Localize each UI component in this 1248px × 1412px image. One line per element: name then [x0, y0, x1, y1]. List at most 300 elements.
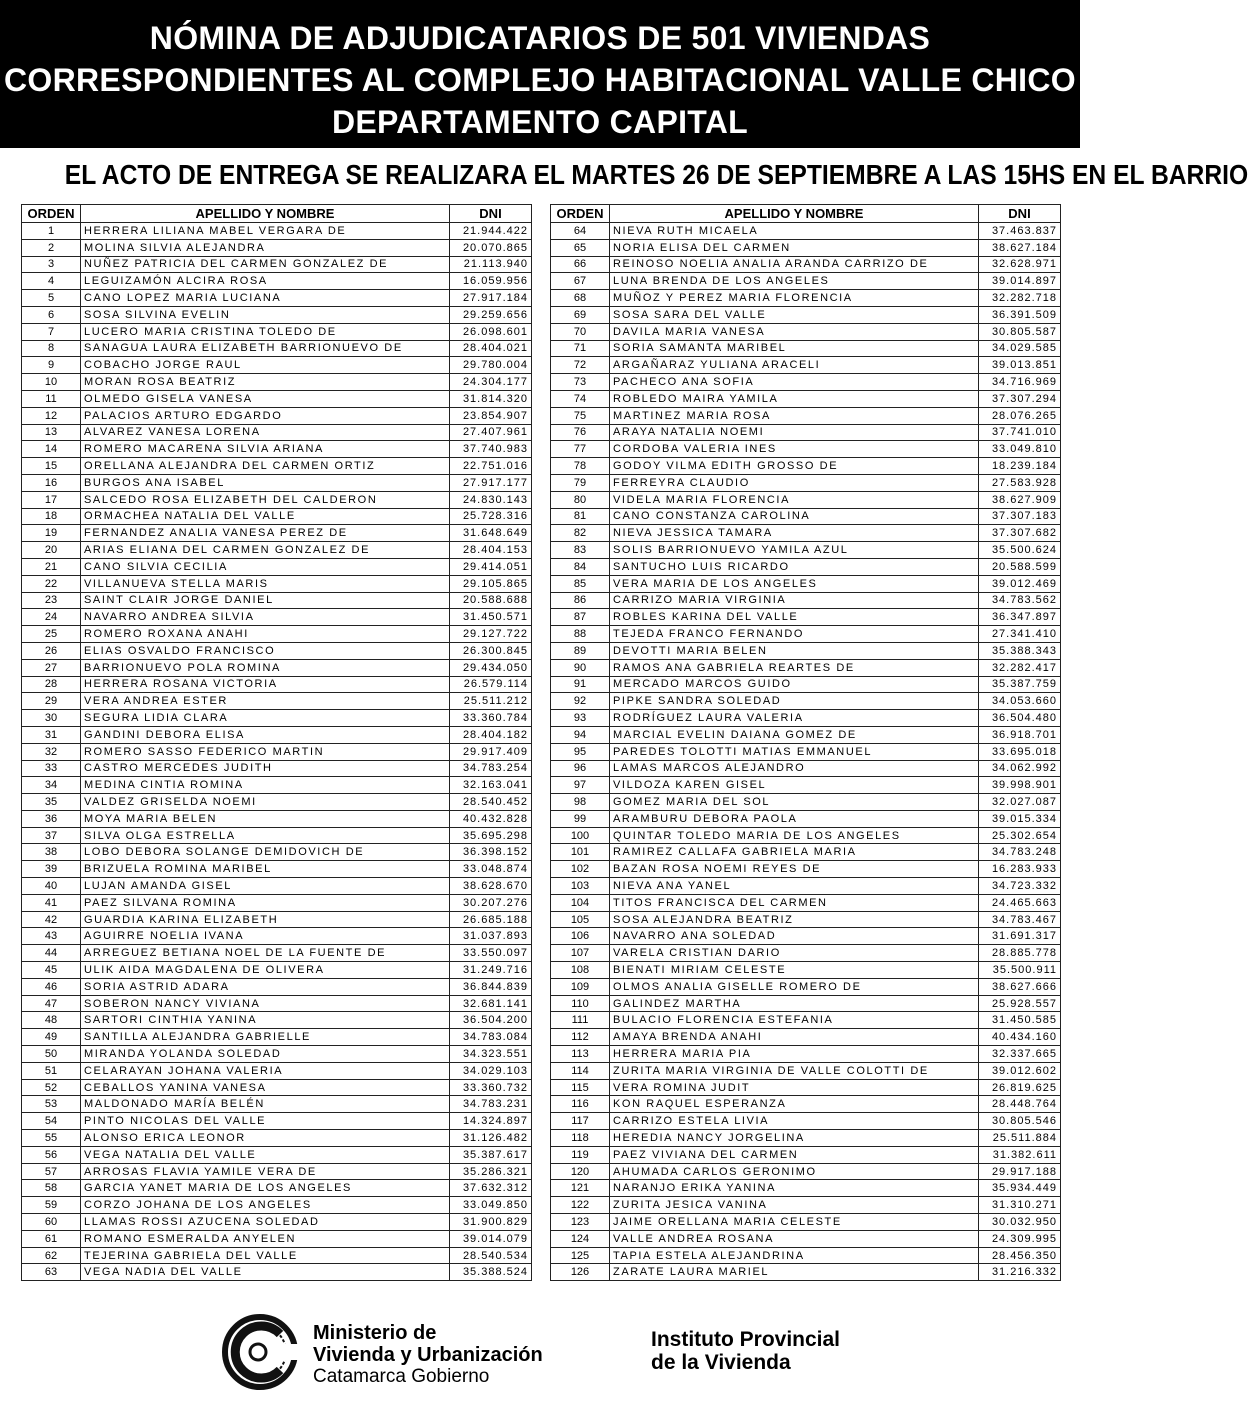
row-dni: 21.113.940 [450, 256, 532, 273]
row-nombre: NAVARRO ANDREA SILVIA [81, 609, 450, 626]
table-row [22, 1079, 532, 1096]
row-nombre: DAVILA MARIA VANESA [610, 323, 979, 340]
row-dni: 33.360.784 [450, 710, 532, 727]
row-nombre: LAMAS MARCOS ALEJANDRO [610, 760, 979, 777]
row-dni: 33.695.018 [979, 743, 1061, 760]
row-nombre: MOLINA SILVIA ALEJANDRA [81, 239, 450, 256]
row-orden: 104 [551, 894, 610, 911]
row-nombre: SEGURA LIDIA CLARA [81, 710, 450, 727]
row-dni: 32.681.141 [450, 995, 532, 1012]
table-row [551, 1180, 1061, 1197]
row-dni: 26.579.114 [450, 676, 532, 693]
table-row [551, 1163, 1061, 1180]
row-dni: 31.814.320 [450, 390, 532, 407]
row-dni: 30.805.546 [979, 1113, 1061, 1130]
row-dni: 34.783.248 [979, 844, 1061, 861]
table-row [551, 256, 1061, 273]
table-row [22, 642, 532, 659]
header-title-line-1: NÓMINA DE ADJUDICATARIOS DE 501 VIVIENDAS [149, 20, 931, 56]
row-dni: 29.127.722 [450, 626, 532, 643]
table-row [551, 390, 1061, 407]
table-row [22, 1113, 532, 1130]
row-orden: 20 [22, 542, 81, 559]
row-dni: 35.388.524 [450, 1264, 532, 1281]
row-nombre: AGUIRRE NOELIA IVANA [81, 928, 450, 945]
table-row [22, 223, 532, 240]
row-dni: 32.282.718 [979, 290, 1061, 307]
table-row [551, 911, 1061, 928]
row-nombre: SOBERON NANCY VIVIANA [81, 995, 450, 1012]
table-row [551, 962, 1061, 979]
row-nombre: CANO LOPEZ MARIA LUCIANA [81, 290, 450, 307]
row-nombre: BULACIO FLORENCIA ESTEFANIA [610, 1012, 979, 1029]
table-row [22, 810, 532, 827]
row-orden: 73 [551, 374, 610, 391]
row-dni: 16.283.933 [979, 861, 1061, 878]
row-dni: 37.741.010 [979, 424, 1061, 441]
table-row [551, 525, 1061, 542]
row-dni: 24.304.177 [450, 374, 532, 391]
table-row [551, 928, 1061, 945]
row-orden: 14 [22, 441, 81, 458]
table-row [22, 911, 532, 928]
table-row [551, 374, 1061, 391]
table-row [22, 760, 532, 777]
row-nombre: MALDONADO MARÍA BELÉN [81, 1096, 450, 1113]
row-orden: 126 [551, 1264, 610, 1281]
row-nombre: FERREYRA CLAUDIO [610, 474, 979, 491]
row-nombre: VEGA NADIA DEL VALLE [81, 1264, 450, 1281]
row-dni: 39.998.901 [979, 777, 1061, 794]
table-row [551, 676, 1061, 693]
row-nombre: ROMANO ESMERALDA ANYELEN [81, 1230, 450, 1247]
table-row [551, 1214, 1061, 1231]
row-orden: 63 [22, 1264, 81, 1281]
row-nombre: QUINTAR TOLEDO MARIA DE LOS ANGELES [610, 827, 979, 844]
table-row [551, 491, 1061, 508]
row-dni: 20.588.599 [979, 558, 1061, 575]
row-orden: 21 [22, 558, 81, 575]
row-dni: 24.465.663 [979, 894, 1061, 911]
row-dni: 34.783.231 [450, 1096, 532, 1113]
row-nombre: NUÑEZ PATRICIA DEL CARMEN GONZALEZ DE [81, 256, 450, 273]
row-dni: 34.783.562 [979, 592, 1061, 609]
row-dni: 31.382.611 [979, 1146, 1061, 1163]
row-orden: 64 [551, 223, 610, 240]
row-nombre: PIPKE SANDRA SOLEDAD [610, 693, 979, 710]
row-nombre: VIDELA MARIA FLORENCIA [610, 491, 979, 508]
row-nombre: GALINDEZ MARTHA [610, 995, 979, 1012]
row-dni: 28.404.021 [450, 340, 532, 357]
row-orden: 19 [22, 525, 81, 542]
row-nombre: AMAYA BRENDA ANAHI [610, 1029, 979, 1046]
row-dni: 31.450.571 [450, 609, 532, 626]
table-row [22, 861, 532, 878]
row-orden: 113 [551, 1046, 610, 1063]
row-dni: 25.511.884 [979, 1130, 1061, 1147]
row-dni: 28.404.182 [450, 726, 532, 743]
row-dni: 34.723.332 [979, 878, 1061, 895]
table-row [22, 424, 532, 441]
row-nombre: ROMERO ROXANA ANAHI [81, 626, 450, 643]
row-orden: 59 [22, 1197, 81, 1214]
row-nombre: BARRIONUEVO POLA ROMINA [81, 659, 450, 676]
row-dni: 31.249.716 [450, 962, 532, 979]
row-nombre: SOSA SARA DEL VALLE [610, 306, 979, 323]
row-nombre: CASTRO MERCEDES JUDITH [81, 760, 450, 777]
row-nombre: CORZO JOHANA DE LOS ANGELES [81, 1197, 450, 1214]
row-nombre: COBACHO JORGE RAUL [81, 357, 450, 374]
row-nombre: ROMERO SASSO FEDERICO MARTIN [81, 743, 450, 760]
institute-name [651, 1328, 840, 1374]
row-dni: 39.015.334 [979, 810, 1061, 827]
row-nombre: TEJEDA FRANCO FERNANDO [610, 626, 979, 643]
row-nombre: GOMEZ MARIA DEL SOL [610, 794, 979, 811]
row-nombre: MARCIAL EVELIN DAIANA GOMEZ DE [610, 726, 979, 743]
row-nombre: HERRERA MARIA PIA [610, 1046, 979, 1063]
row-orden: 79 [551, 474, 610, 491]
row-orden: 15 [22, 458, 81, 475]
row-orden: 121 [551, 1180, 610, 1197]
table-row [22, 659, 532, 676]
table-row [22, 928, 532, 945]
row-dni: 34.029.585 [979, 340, 1061, 357]
institute-line-2: de la Vivienda [651, 1351, 791, 1374]
table-row [22, 474, 532, 491]
row-nombre: ARIAS ELIANA DEL CARMEN GONZALEZ DE [81, 542, 450, 559]
table-row [22, 306, 532, 323]
table-row [22, 726, 532, 743]
table-row [551, 609, 1061, 626]
row-dni: 35.500.624 [979, 542, 1061, 559]
row-orden: 123 [551, 1214, 610, 1231]
table-row [22, 441, 532, 458]
row-orden: 105 [551, 911, 610, 928]
row-nombre: PALACIOS ARTURO EDGARDO [81, 407, 450, 424]
row-orden: 90 [551, 659, 610, 676]
row-dni: 25.511.212 [450, 693, 532, 710]
row-orden: 77 [551, 441, 610, 458]
column-header-orden: ORDEN [551, 205, 610, 223]
row-orden: 124 [551, 1230, 610, 1247]
table-row [22, 374, 532, 391]
table-row [22, 1130, 532, 1147]
row-orden: 17 [22, 491, 81, 508]
row-nombre: SANTILLA ALEJANDRA GABRIELLE [81, 1029, 450, 1046]
row-nombre: FERNANDEZ ANALIA VANESA PEREZ DE [81, 525, 450, 542]
row-nombre: NARANJO ERIKA YANINA [610, 1180, 979, 1197]
row-dni: 36.504.480 [979, 710, 1061, 727]
row-orden: 108 [551, 962, 610, 979]
row-orden: 92 [551, 693, 610, 710]
row-dni: 31.310.271 [979, 1197, 1061, 1214]
row-dni: 29.259.656 [450, 306, 532, 323]
table-row [551, 558, 1061, 575]
row-orden: 34 [22, 777, 81, 794]
column-header-orden: ORDEN [22, 205, 81, 223]
row-orden: 36 [22, 810, 81, 827]
row-orden: 95 [551, 743, 610, 760]
row-dni: 34.783.254 [450, 760, 532, 777]
row-orden: 122 [551, 1197, 610, 1214]
row-dni: 35.500.911 [979, 962, 1061, 979]
row-orden: 99 [551, 810, 610, 827]
table-row [22, 407, 532, 424]
table-row [22, 1146, 532, 1163]
table-row [551, 592, 1061, 609]
row-dni: 39.012.469 [979, 575, 1061, 592]
table-row [551, 357, 1061, 374]
table-row [551, 441, 1061, 458]
table-row [22, 1163, 532, 1180]
row-orden: 83 [551, 542, 610, 559]
row-orden: 114 [551, 1062, 610, 1079]
table-row [551, 239, 1061, 256]
table-row [551, 726, 1061, 743]
row-dni: 20.070.865 [450, 239, 532, 256]
row-nombre: NORIA ELISA DEL CARMEN [610, 239, 979, 256]
table-row [551, 978, 1061, 995]
table-row [22, 794, 532, 811]
row-dni: 38.628.670 [450, 878, 532, 895]
row-dni: 24.830.143 [450, 491, 532, 508]
table-row [22, 525, 532, 542]
row-dni: 22.751.016 [450, 458, 532, 475]
row-dni: 24.309.995 [979, 1230, 1061, 1247]
row-orden: 7 [22, 323, 81, 340]
row-orden: 53 [22, 1096, 81, 1113]
ministry-name [313, 1322, 543, 1388]
row-dni: 27.917.184 [450, 290, 532, 307]
row-dni: 18.239.184 [979, 458, 1061, 475]
table-row [22, 995, 532, 1012]
table-row [551, 273, 1061, 290]
table-row [551, 844, 1061, 861]
row-nombre: MORAN ROSA BEATRIZ [81, 374, 450, 391]
row-dni: 33.049.850 [450, 1197, 532, 1214]
table-row [551, 1113, 1061, 1130]
row-dni: 28.076.265 [979, 407, 1061, 424]
row-orden: 1 [22, 223, 81, 240]
table-row [551, 693, 1061, 710]
table-row [551, 642, 1061, 659]
ministry-line-1: Ministerio de [313, 1322, 437, 1344]
column-header-nombre: APELLIDO Y NOMBRE [610, 205, 979, 223]
row-nombre: BURGOS ANA ISABEL [81, 474, 450, 491]
table-row [22, 1012, 532, 1029]
table-row [22, 710, 532, 727]
row-dni: 30.032.950 [979, 1214, 1061, 1231]
row-orden: 98 [551, 794, 610, 811]
table-row [22, 357, 532, 374]
table-row [22, 1062, 532, 1079]
table-row [551, 861, 1061, 878]
row-orden: 110 [551, 995, 610, 1012]
table-row [22, 491, 532, 508]
row-dni: 37.307.294 [979, 390, 1061, 407]
row-orden: 2 [22, 239, 81, 256]
table-row [22, 239, 532, 256]
table-row [22, 844, 532, 861]
table-row [22, 340, 532, 357]
row-nombre: RODRÍGUEZ LAURA VALERIA [610, 710, 979, 727]
row-orden: 107 [551, 945, 610, 962]
table-row [551, 340, 1061, 357]
row-orden: 112 [551, 1029, 610, 1046]
row-nombre: HEREDIA NANCY JORGELINA [610, 1130, 979, 1147]
row-orden: 117 [551, 1113, 610, 1130]
row-nombre: VARELA CRISTIAN DARIO [610, 945, 979, 962]
event-announcement: EL ACTO DE ENTREGA SE REALIZARA EL MARTES 26 DE SEPTIEMBRE A LAS 15HS EN EL BARRIO [64, 159, 1248, 190]
row-dni: 26.685.188 [450, 911, 532, 928]
row-dni: 31.691.317 [979, 928, 1061, 945]
row-dni: 33.360.732 [450, 1079, 532, 1096]
row-orden: 118 [551, 1130, 610, 1147]
row-nombre: TEJERINA GABRIELA DEL VALLE [81, 1247, 450, 1264]
table-row [22, 1180, 532, 1197]
row-orden: 35 [22, 794, 81, 811]
column-header-dni: DNI [450, 205, 532, 223]
table-row [22, 1029, 532, 1046]
row-nombre: LUCERO MARIA CRISTINA TOLEDO DE [81, 323, 450, 340]
row-orden: 31 [22, 726, 81, 743]
table-row [22, 558, 532, 575]
table-row [22, 609, 532, 626]
row-nombre: MOYA MARIA BELEN [81, 810, 450, 827]
row-orden: 41 [22, 894, 81, 911]
row-dni: 35.387.617 [450, 1146, 532, 1163]
row-nombre: VERA ROMINA JUDIT [610, 1079, 979, 1096]
row-dni: 32.282.417 [979, 659, 1061, 676]
row-orden: 74 [551, 390, 610, 407]
beneficiaries-table-right [550, 204, 1061, 1281]
row-dni: 28.448.764 [979, 1096, 1061, 1113]
row-orden: 106 [551, 928, 610, 945]
row-orden: 93 [551, 710, 610, 727]
row-nombre: GARCIA YANET MARIA DE LOS ANGELES [81, 1180, 450, 1197]
row-orden: 91 [551, 676, 610, 693]
row-nombre: SANAGUA LAURA ELIZABETH BARRIONUEVO DE [81, 340, 450, 357]
row-orden: 97 [551, 777, 610, 794]
row-dni: 30.207.276 [450, 894, 532, 911]
row-orden: 46 [22, 978, 81, 995]
row-nombre: SORIA SAMANTA MARIBEL [610, 340, 979, 357]
row-dni: 23.854.907 [450, 407, 532, 424]
row-dni: 27.407.961 [450, 424, 532, 441]
row-nombre: VILDOZA KAREN GISEL [610, 777, 979, 794]
row-nombre: MUÑOZ Y PEREZ MARIA FLORENCIA [610, 290, 979, 307]
row-orden: 85 [551, 575, 610, 592]
row-orden: 30 [22, 710, 81, 727]
row-orden: 48 [22, 1012, 81, 1029]
row-nombre: ZURITA MARIA VIRGINIA DE VALLE COLOTTI DE [610, 1062, 979, 1079]
table-row [551, 323, 1061, 340]
table-row [551, 458, 1061, 475]
row-dni: 26.819.625 [979, 1079, 1061, 1096]
row-nombre: ROBLEDO MAIRA YAMILA [610, 390, 979, 407]
table-row [551, 1146, 1061, 1163]
row-orden: 116 [551, 1096, 610, 1113]
row-orden: 18 [22, 508, 81, 525]
row-nombre: GODOY VILMA EDITH GROSSO DE [610, 458, 979, 475]
table-row [551, 626, 1061, 643]
row-nombre: ARGAÑARAZ YULIANA ARACELI [610, 357, 979, 374]
row-orden: 43 [22, 928, 81, 945]
row-nombre: PINTO NICOLAS DEL VALLE [81, 1113, 450, 1130]
row-orden: 76 [551, 424, 610, 441]
row-dni: 33.048.874 [450, 861, 532, 878]
row-dni: 34.323.551 [450, 1046, 532, 1063]
row-dni: 36.918.701 [979, 726, 1061, 743]
row-nombre: BAZAN ROSA NOEMI REYES DE [610, 861, 979, 878]
row-orden: 24 [22, 609, 81, 626]
row-nombre: LUJAN AMANDA GISEL [81, 878, 450, 895]
row-dni: 37.740.983 [450, 441, 532, 458]
row-dni: 39.013.851 [979, 357, 1061, 374]
table-row [22, 1230, 532, 1247]
row-dni: 28.404.153 [450, 542, 532, 559]
table-row [22, 743, 532, 760]
header-title-line-2: CORRESPONDIENTES AL COMPLEJO HABITACIONAL VALLE CHICO [4, 62, 1076, 98]
row-orden: 67 [551, 273, 610, 290]
row-nombre: ROBLES KARINA DEL VALLE [610, 609, 979, 626]
row-nombre: VILLANUEVA STELLA MARIS [81, 575, 450, 592]
table-row [22, 978, 532, 995]
row-orden: 57 [22, 1163, 81, 1180]
row-nombre: SOSA ALEJANDRA BEATRIZ [610, 911, 979, 928]
row-orden: 4 [22, 273, 81, 290]
row-nombre: OLMOS ANALIA GISELLE ROMERO DE [610, 978, 979, 995]
table-row [551, 508, 1061, 525]
table-row [551, 995, 1061, 1012]
table-row [551, 1012, 1061, 1029]
row-nombre: ARREGUEZ BETIANA NOEL DE LA FUENTE DE [81, 945, 450, 962]
row-orden: 44 [22, 945, 81, 962]
row-orden: 120 [551, 1163, 610, 1180]
row-nombre: TITOS FRANCISCA DEL CARMEN [610, 894, 979, 911]
row-dni: 34.053.660 [979, 693, 1061, 710]
row-nombre: MARTINEZ MARIA ROSA [610, 407, 979, 424]
row-nombre: SORIA ASTRID ADARA [81, 978, 450, 995]
row-dni: 26.300.845 [450, 642, 532, 659]
table-row [551, 659, 1061, 676]
row-nombre: ORMACHEA NATALIA DEL VALLE [81, 508, 450, 525]
row-orden: 6 [22, 306, 81, 323]
table-row [551, 1062, 1061, 1079]
row-dni: 35.387.759 [979, 676, 1061, 693]
row-orden: 55 [22, 1130, 81, 1147]
ministry-line-3: Catamarca Gobierno [313, 1366, 490, 1387]
row-nombre: ARROSAS FLAVIA YAMILE VERA DE [81, 1163, 450, 1180]
row-dni: 31.648.649 [450, 525, 532, 542]
row-orden: 22 [22, 575, 81, 592]
table-row [551, 945, 1061, 962]
table-row [551, 474, 1061, 491]
row-nombre: SARTORI CINTHIA YANINA [81, 1012, 450, 1029]
row-nombre: SOSA SILVINA EVELIN [81, 306, 450, 323]
row-orden: 25 [22, 626, 81, 643]
row-orden: 66 [551, 256, 610, 273]
table-row [551, 306, 1061, 323]
row-orden: 58 [22, 1180, 81, 1197]
row-dni: 14.324.897 [450, 1113, 532, 1130]
row-orden: 23 [22, 592, 81, 609]
row-dni: 27.583.928 [979, 474, 1061, 491]
row-dni: 34.062.992 [979, 760, 1061, 777]
row-orden: 78 [551, 458, 610, 475]
row-nombre: LOBO DEBORA SOLANGE DEMIDOVICH DE [81, 844, 450, 861]
row-orden: 12 [22, 407, 81, 424]
